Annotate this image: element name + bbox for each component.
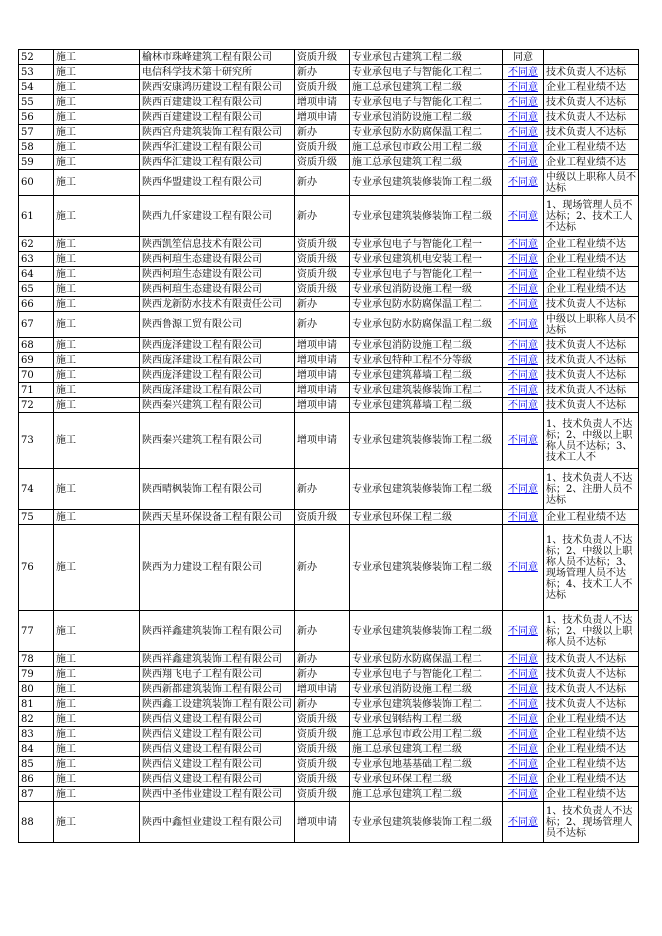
- decision-link[interactable]: 不同意: [503, 802, 544, 843]
- table-row: 84 施工 陕西信义建设工程有限公司 资质升级 施工总承包建筑工程二级 不同意 企业工程业绩不达: [19, 742, 639, 757]
- decision-link[interactable]: 不同意: [503, 368, 544, 383]
- decision-link[interactable]: 不同意: [503, 196, 544, 237]
- decision-link[interactable]: 不同意: [503, 682, 544, 697]
- decision-link[interactable]: 不同意: [503, 697, 544, 712]
- table-row: 53 施工 电信科学技术第十研究所 新办 专业承包电子与智能化工程二 不同意 技术负责人不达标: [19, 65, 639, 80]
- decision-link[interactable]: 不同意: [503, 757, 544, 772]
- decision-link[interactable]: 不同意: [503, 312, 544, 338]
- table-row: 56 施工 陕西百建建设工程有限公司 增项申请 专业承包消防设施工程二级 不同意 技术负责人不达标: [19, 110, 639, 125]
- table-row: 63 施工 陕西柯瑄生态建设有限公司 资质升级 专业承包建筑机电安装工程一 不同意 企业工程业绩不达: [19, 252, 639, 267]
- table-row: 88 施工 陕西中鑫恒业建设工程有限公司 增项申请 专业承包建筑装修装饰工程二级 不同意 1、技术负责人不达标；2、现场管理人员不达标: [19, 802, 639, 843]
- decision-link[interactable]: 不同意: [503, 237, 544, 252]
- table-row: 70 施工 陕西庞泽建设工程有限公司 增项申请 专业承包建筑幕墙工程二级 不同意 技术负责人不达标: [19, 368, 639, 383]
- decision-link[interactable]: 不同意: [503, 712, 544, 727]
- table-row: 64 施工 陕西柯瑄生态建设有限公司 资质升级 专业承包电子与智能化工程一 不同意 企业工程业绩不达: [19, 267, 639, 282]
- decision-link[interactable]: 不同意: [503, 65, 544, 80]
- table-row: 66 施工 陕西龙新防水技术有限责任公司 新办 专业承包防水防腐保温工程二 不同意 技术负责人不达标: [19, 297, 639, 312]
- decision-link[interactable]: 不同意: [503, 772, 544, 787]
- decision-link[interactable]: 不同意: [503, 252, 544, 267]
- table-row: 55 施工 陕西百建建设工程有限公司 增项申请 专业承包电子与智能化工程二 不同意 技术负责人不达标: [19, 95, 639, 110]
- table-row: 68 施工 陕西庞泽建设工程有限公司 增项申请 专业承包消防设施工程二级 不同意 技术负责人不达标: [19, 338, 639, 353]
- decision-link[interactable]: 不同意: [503, 525, 544, 611]
- decision-link[interactable]: 不同意: [503, 297, 544, 312]
- decision-link[interactable]: 不同意: [503, 652, 544, 667]
- decision-link[interactable]: 不同意: [503, 353, 544, 368]
- table-row: 77 施工 陕西祥鑫建筑装饰工程有限公司 新办 专业承包建筑装修装饰工程二级 不同意 1、技术负责人不达标；2、中级以上职称人员不达标: [19, 611, 639, 652]
- table-row: 69 施工 陕西庞泽建设工程有限公司 增项申请 专业承包特种工程不分等级 不同意 技术负责人不达标: [19, 353, 639, 368]
- table-row: 58 施工 陕西华汇建设工程有限公司 资质升级 施工总承包市政公用工程二级 不同意 企业工程业绩不达: [19, 140, 639, 155]
- table-row: 61 施工 陕西九仟家建设工程有限公司 新办 专业承包建筑装修装饰工程二级 不同意 1、现场管理人员不达标；2、技术工人不达标: [19, 196, 639, 237]
- table-row: 54 施工 陕西安康鸿历建设工程有限公司 资质升级 施工总承包建筑工程二级 不同意 企业工程业绩不达: [19, 80, 639, 95]
- decision-link[interactable]: 不同意: [503, 667, 544, 682]
- decision-link[interactable]: 不同意: [503, 140, 544, 155]
- decision-link[interactable]: 不同意: [503, 282, 544, 297]
- table-row: 67 施工 陕西鲁源工贸有限公司 新办 专业承包防水防腐保温工程二级 不同意 中级以上职称人员不达标: [19, 312, 639, 338]
- decision-link[interactable]: 不同意: [503, 383, 544, 398]
- table-row: 62 施工 陕西凯笙信息技术有限公司 资质升级 专业承包电子与智能化工程一 不同意 企业工程业绩不达: [19, 237, 639, 252]
- decision-link[interactable]: 不同意: [503, 95, 544, 110]
- decision-link[interactable]: 不同意: [503, 727, 544, 742]
- table-row: 72 施工 陕西秦兴建筑工程有限公司 增项申请 专业承包建筑幕墙工程二级 不同意 技术负责人不达标: [19, 398, 639, 413]
- decision-link[interactable]: 不同意: [503, 110, 544, 125]
- table-row: 87 施工 陕西中圣伟业建设工程有限公司 资质升级 施工总承包建筑工程二级 不同意 企业工程业绩不达: [19, 787, 639, 802]
- decision-link[interactable]: 不同意: [503, 469, 544, 510]
- decision-link[interactable]: 不同意: [503, 125, 544, 140]
- table-row: 82 施工 陕西信义建设工程有限公司 资质升级 专业承包钢结构工程二级 不同意 企业工程业绩不达: [19, 712, 639, 727]
- decision-link[interactable]: 不同意: [503, 338, 544, 353]
- decision-link[interactable]: 不同意: [503, 787, 544, 802]
- table-row: 85 施工 陕西信义建设工程有限公司 资质升级 专业承包地基基础工程二级 不同意 企业工程业绩不达: [19, 757, 639, 772]
- table-row: 59 施工 陕西华汇建设工程有限公司 资质升级 施工总承包建筑工程二级 不同意 企业工程业绩不达: [19, 155, 639, 170]
- table-row: 57 施工 陕西宫舟建筑装饰工程有限公司 新办 专业承包防水防腐保温工程二 不同意 技术负责人不达标: [19, 125, 639, 140]
- results-table-body: [19, 50, 639, 843]
- table-row: 79 施工 陕西翔飞电子工程有限公司 新办 专业承包电子与智能化工程二 不同意 技术负责人不达标: [19, 667, 639, 682]
- decision-link[interactable]: 不同意: [503, 510, 544, 525]
- table-row: 81 施工 陕西鑫工设建筑装饰工程有限公司 新办 专业承包建筑装修装饰工程二 不同意 技术负责人不达标: [19, 697, 639, 712]
- decision-link[interactable]: 不同意: [503, 155, 544, 170]
- table-row: 80 施工 陕西新都建筑装饰工程有限公司 增项申请 专业承包消防设施工程二级 不同意 技术负责人不达标: [19, 682, 639, 697]
- table-row: 86 施工 陕西信义建设工程有限公司 资质升级 专业承包环保工程二级 不同意 企业工程业绩不达: [19, 772, 639, 787]
- table-row: 71 施工 陕西庞泽建设工程有限公司 增项申请 专业承包建筑装修装饰工程二 不同意 技术负责人不达标: [19, 383, 639, 398]
- table-row: 75 施工 陕西天星环保设备工程有限公司 资质升级 专业承包环保工程二级 不同意 企业工程业绩不达: [19, 510, 639, 525]
- table-row: 52 施工 榆林市珠峰建筑工程有限公司 资质升级 专业承包古建筑工程二级 同意: [19, 50, 639, 65]
- table-row: 78 施工 陕西祥鑫建筑装饰工程有限公司 新办 专业承包防水防腐保温工程二 不同意 技术负责人不达标: [19, 652, 639, 667]
- decision-link[interactable]: 不同意: [503, 80, 544, 95]
- decision-link[interactable]: 不同意: [503, 742, 544, 757]
- decision-link[interactable]: 不同意: [503, 267, 544, 282]
- table-row: 60 施工 陕西华盟建设工程有限公司 新办 专业承包建筑装修装饰工程二级 不同意 中级以上职称人员不达标: [19, 170, 639, 196]
- decision-text: 同意: [503, 50, 544, 65]
- decision-link[interactable]: 不同意: [503, 170, 544, 196]
- decision-link[interactable]: 不同意: [503, 611, 544, 652]
- table-row: 83 施工 陕西信义建设工程有限公司 资质升级 施工总承包市政公用工程二级 不同意 企业工程业绩不达: [19, 727, 639, 742]
- table-row: 74 施工 陕西晴枫装饰工程有限公司 新办 专业承包建筑装修装饰工程二级 不同意 1、技术负责人不达标；2、注册人员不达标: [19, 469, 639, 510]
- results-table: [18, 49, 639, 843]
- table-row: 65 施工 陕西柯瑄生态建设有限公司 资质升级 专业承包消防设施工程一级 不同意 企业工程业绩不达: [19, 282, 639, 297]
- table-row: 73 施工 陕西秦兴建筑工程有限公司 增项申请 专业承包建筑装修装饰工程二级 不同意 1、技术负责人不达标；2、中级以上职称人员不达标；3、技术工人不: [19, 413, 639, 469]
- decision-link[interactable]: 不同意: [503, 413, 544, 469]
- table-row: 76 施工 陕西为力建设工程有限公司 新办 专业承包建筑装修装饰工程二级 不同意 1、技术负责人不达标；2、中级以上职称人员不达标；3、现场管理人员不达标；4、技术工人不达标: [19, 525, 639, 611]
- decision-link[interactable]: 不同意: [503, 398, 544, 413]
